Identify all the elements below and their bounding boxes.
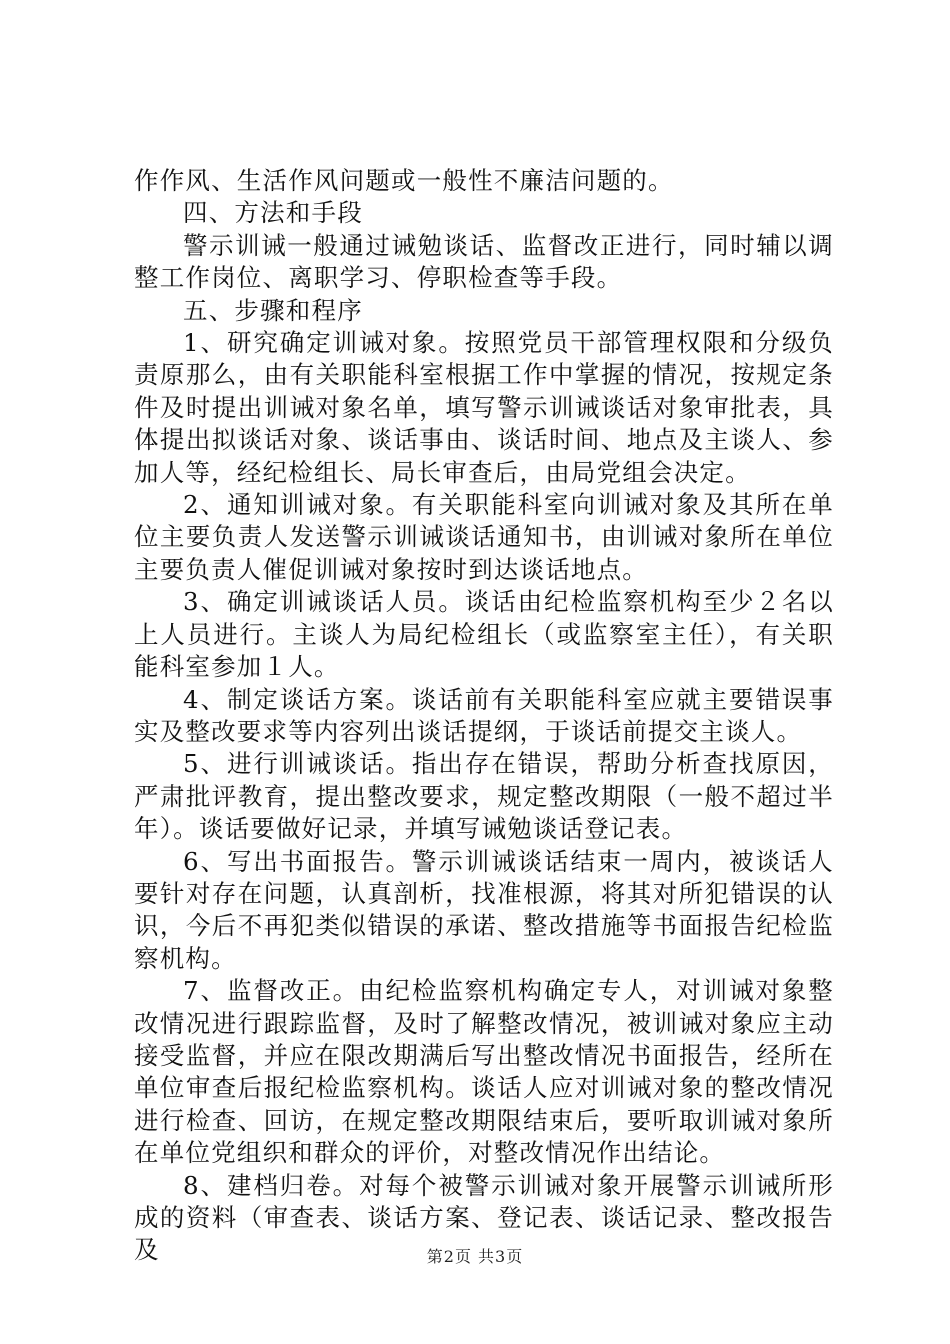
paragraph-continuation: 作作风、生活作风问题或一般性不廉洁问题的。 <box>134 166 674 195</box>
paragraph-step-6: 6、写出书面报告。警示训诫谈话结束一周内，被谈话人要针对存在问题，认真剖析，找准根源，将其对所犯错误的认识，今后不再犯类似错误的承诺、整改措施等书面报告纪检监察机构。 <box>134 846 834 973</box>
paragraph-step-7: 7、监督改正。由纪检监察机构确定专人，对训诫对象整改情况进行跟踪监督，及时了解整改情况，被训诫对象应主动接受监督，并应在限改期满后写出整改情况书面报告，经所在单位审查后报纪检监察机构。谈话人应对训诫对象的整改情况进行检查、回访，在规定整改期限结束后，要听取训诫对象所在单位党组织和群众的评价，对整改情况作出结论。 <box>134 976 834 1168</box>
document-body <box>134 165 834 1267</box>
paragraph-step-3: 3、确定训诫谈话人员。谈话由纪检监察机构至少２名以上人员进行。主谈人为局纪检组长（或监察室主任），有关职能科室参加１人。 <box>134 587 834 682</box>
paragraph-step-2: 2、通知训诫对象。有关职能科室向训诫对象及其所在单位主要负责人发送警示训诫谈话通知书，由训诫对象所在单位主要负责人催促训诫对象按时到达谈话地点。 <box>134 490 834 584</box>
page-number-footer: 第2页 共3页 <box>426 1247 524 1266</box>
paragraph-step-5: 5、进行训诫谈话。指出存在错误，帮助分析查找原因，严肃批评教育，提出整改要求，规定整改期限（一般不超过半年）。谈话要做好记录，并填写诫勉谈话登记表。 <box>134 749 834 844</box>
paragraph-step-1: 1、研究确定训诫对象。按照党员干部管理权限和分级负责原那么，由有关职能科室根据工作中掌握的情况，按规定条件及时提出训诫对象名单，填写警示训诫谈话对象审批表，具体提出拟谈话对象、谈话事由、谈话时间、地点及主谈人、参加人等，经纪检组长、局长审查后，由局党组会决定。 <box>134 328 834 487</box>
section-heading-methods: 四、方法和手段 <box>183 198 363 228</box>
paragraph-methods: 警示训诫一般通过诫勉谈话、监督改正进行，同时辅以调整工作岗位、离职学习、停职检查等手段。 <box>134 230 834 293</box>
paragraph-step-4: 4、制定谈话方案。谈话前有关职能科室应就主要错误事实及整改要求等内容列出谈话提纲，于谈话前提交主谈人。 <box>134 684 834 746</box>
section-heading-steps: 五、步骤和程序 <box>183 295 363 325</box>
paragraph-step-8: 8、建档归卷。对每个被警示训诫对象开展警示训诫所形成的资料（审查表、谈话方案、登记表、谈话记录、整改报告及 <box>134 1170 834 1265</box>
